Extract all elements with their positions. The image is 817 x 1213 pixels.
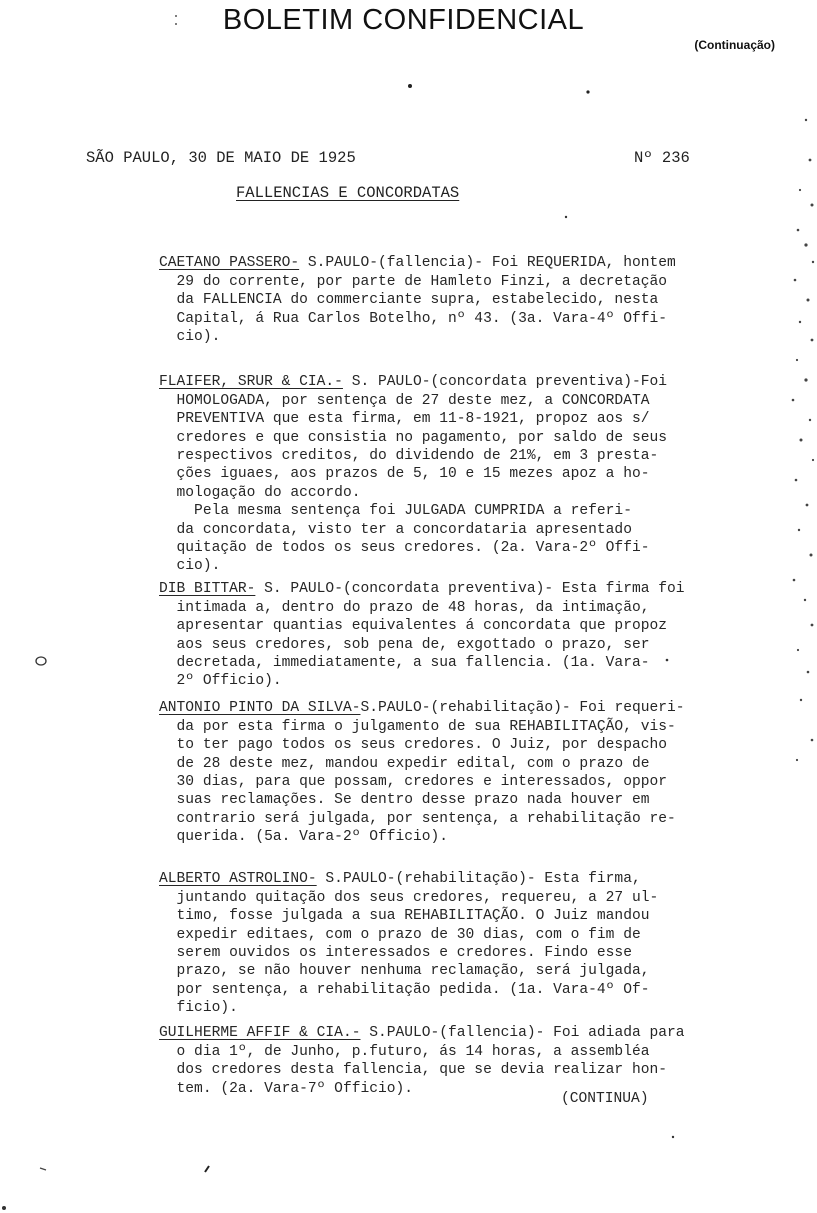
speck	[795, 479, 798, 482]
speck	[811, 739, 814, 742]
entry-line: S.PAULO-(fallencia)- Foi REQUERIDA, hontem	[299, 255, 676, 272]
entry-line: mologação do accordo.	[124, 484, 361, 501]
entry-line: S. PAULO-(concordata preventiva)- Esta firma foi	[255, 581, 685, 598]
speck	[794, 279, 797, 282]
speck	[672, 1136, 674, 1138]
entry-guilherme-affif	[124, 1006, 736, 1098]
speck	[799, 321, 801, 323]
speck	[205, 1166, 209, 1172]
entry-line: intimada a, dentro do prazo de 48 horas, da intimação,	[124, 599, 650, 616]
entry-line: Capital, á Rua Carlos Botelho, nº 43. (3a. Vara-4º Offi-	[124, 310, 667, 327]
entry-alberto-astrolino	[124, 852, 736, 1018]
entry-head: ALBERTO ASTROLINO-	[159, 871, 317, 888]
entry-head: DIB BITTAR-	[159, 581, 256, 598]
speck	[806, 504, 809, 507]
entry-line: serem ouvidos os interessados e credores. Findo esse	[124, 945, 632, 962]
entry-line: da concordata, visto ter a concordataria apresentado	[124, 521, 632, 538]
entry-line: dos credores desta fallencia, que se devia realizar hon-	[124, 1062, 667, 1079]
entry-head: CAETANO PASSERO-	[159, 255, 300, 272]
speck	[811, 624, 814, 627]
speck	[804, 243, 807, 246]
speck	[812, 459, 814, 461]
entry-line: o dia 1º, de Junho, p.futuro, ás 14 horas, a assembléa	[124, 1043, 650, 1060]
hole-mark	[36, 657, 46, 665]
dateline: SÃO PAULO, 30 DE MAIO DE 1925	[86, 149, 356, 167]
entry-head: FLAIFER, SRUR & CIA.-	[159, 374, 343, 391]
entry-line: ções iguaes, aos prazos de 5, 10 e 15 mezes apoz a ho-	[124, 466, 650, 483]
speck	[793, 579, 796, 582]
speck	[805, 119, 807, 121]
entry-flaifer-srur	[124, 355, 736, 576]
entry-line: Pela mesma sentença foi JULGADA CUMPRIDA a referi-	[124, 503, 632, 520]
entry-line: timo, fosse julgada a sua REHABILITAÇÃO. O Juiz mandou	[124, 908, 650, 925]
entry-line: 2º Officio).	[124, 673, 282, 690]
entry-line: S.PAULO-(rehabilitação)- Esta firma,	[316, 871, 641, 888]
entry-line: aos seus credores, sob pena de, exgottado o prazo, ser	[124, 636, 650, 653]
speck	[811, 204, 814, 207]
speck	[40, 1168, 46, 1170]
entry-line: expedir editaes, com o prazo de 30 dias, com o fim de	[124, 926, 641, 943]
entry-line: da por esta firma o julgamento de sua REHABILITAÇÃO, vis-	[124, 718, 676, 735]
entry-line: S.PAULO-(fallencia)- Foi adiada para	[360, 1025, 685, 1042]
entry-dib-bittar	[124, 562, 736, 691]
entry-line: juntando quitação dos seus credores, requereu, a 27 ul-	[124, 889, 659, 906]
entry-line: tem. (2a. Vara-7º Officio).	[124, 1080, 414, 1097]
speck	[586, 90, 589, 93]
entry-line: querida. (5a. Vara-2º Officio).	[124, 829, 449, 846]
entry-head: ANTONIO PINTO DA SILVA-	[159, 700, 361, 717]
speck	[792, 399, 795, 402]
speck	[797, 649, 799, 651]
speck	[811, 339, 814, 342]
entry-line: da FALLENCIA do commerciante supra, estabelecido, nesta	[124, 292, 659, 309]
entry-line: decretada, immediatamente, a sua fallencia. (1a. Vara-	[124, 655, 650, 672]
speck	[408, 84, 412, 88]
entry-line: ficio).	[124, 1000, 238, 1017]
speck	[800, 439, 803, 442]
speck	[796, 359, 798, 361]
speck	[799, 189, 801, 191]
speck	[2, 1206, 6, 1210]
entry-line: contrario será julgada, por sentença, a rehabilitação re-	[124, 810, 676, 827]
speck	[798, 529, 800, 531]
speck	[804, 378, 807, 381]
speck	[809, 419, 811, 421]
speck	[807, 299, 810, 302]
entry-line: S.PAULO-(rehabilitação)- Foi requeri-	[360, 700, 685, 717]
entry-line: cio).	[124, 329, 221, 346]
speck	[807, 671, 810, 674]
entry-line: to ter pago todos os seus credores. O Juiz, por despacho	[124, 737, 667, 754]
speck	[804, 599, 806, 601]
continuation-label: (Continuação)	[694, 38, 775, 52]
entry-caetano-passero	[124, 236, 736, 346]
entry-antonio-pinto-da-silva	[124, 681, 736, 847]
bulletin-title: BOLETIM CONFIDENCIAL	[222, 4, 585, 36]
speck	[810, 554, 813, 557]
speck	[797, 229, 800, 232]
entry-line: suas reclamações. Se dentro desse prazo nada houver em	[124, 792, 650, 809]
section-title: FALLENCIAS E CONCORDATAS	[236, 184, 460, 202]
entry-line: HOMOLOGADA, por sentença de 27 deste mez, a CONCORDATA	[124, 392, 650, 409]
entry-line: 30 dias, para que possam, credores e interessados, oppor	[124, 774, 667, 791]
entry-line: por sentença, a rehabilitação pedida. (1a. Vara-4º Of-	[124, 981, 650, 998]
speck	[565, 216, 567, 218]
speck	[796, 759, 798, 761]
entry-head: GUILHERME AFFIF & CIA.-	[159, 1025, 361, 1042]
entry-line: S. PAULO-(concordata preventiva)-Foi	[342, 374, 667, 391]
entry-line: 29 do corrente, por parte de Hamleto Finzi, a decretação	[124, 273, 667, 290]
entry-line: quitação de todos os seus credores. (2a. Vara-2º Offi-	[124, 540, 650, 557]
speck	[809, 159, 812, 162]
entry-line: PREVENTIVA que esta firma, em 11-8-1921, propoz aos s/	[124, 411, 650, 428]
entry-line: prazo, se não houver nenhuma reclamação, será julgada,	[124, 963, 650, 980]
entry-line: respectivos creditos, do dividendo de 21%, em 3 presta-	[124, 448, 659, 465]
entry-line: credores e que consistia no pagamento, por saldo de seus	[124, 429, 667, 446]
continua-label: (CONTINUA)	[561, 1091, 649, 1107]
speck	[800, 699, 802, 701]
entry-line: apresentar quantias equivalentes á concordata que propoz	[124, 618, 667, 635]
bulletin-number: Nº 236	[634, 149, 690, 167]
speck	[812, 261, 814, 263]
entry-line: cio).	[124, 558, 221, 575]
entry-line: de 28 deste mez, mandou expedir edital, com o prazo de	[124, 755, 650, 772]
